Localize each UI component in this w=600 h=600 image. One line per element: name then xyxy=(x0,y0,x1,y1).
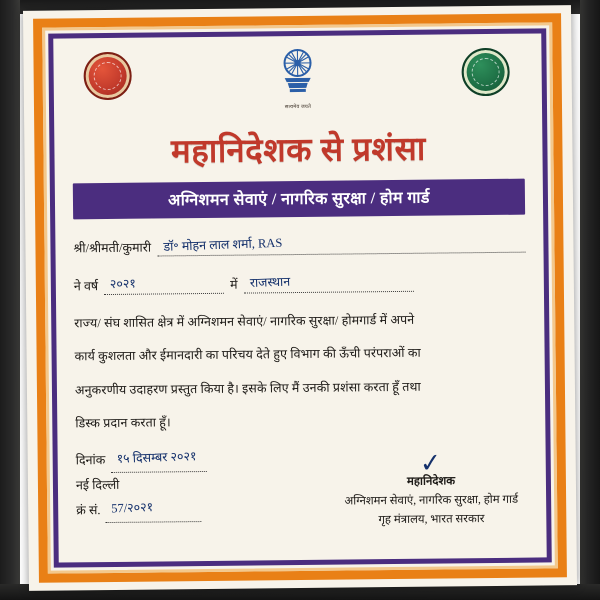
home-guard-seal-icon xyxy=(461,48,510,98)
serial-label: क्रं सं. xyxy=(76,503,101,518)
footer-right-block xyxy=(344,444,529,531)
citation-paragraph-1: राज्य/ संघ शासित क्षेत्र में अग्निशमन सेवाएं/ नागरिक सुरक्षा/ होमगार्ड में अपने xyxy=(74,312,415,331)
backdrop-left-edge xyxy=(0,0,20,600)
seal-red-shape xyxy=(83,52,132,101)
seal-inner-ring xyxy=(94,62,122,90)
in-label: में xyxy=(230,278,238,293)
signatory-department: अग्निशमन सेवाएं, नागरिक सुरक्षा, होम गार्ड xyxy=(344,493,519,508)
emblem-row xyxy=(71,44,524,127)
recipient-name-line xyxy=(73,235,525,258)
signature-area xyxy=(344,444,518,479)
recipient-name-handwriting: डॉ॰ मोहन लाल शर्मा, RAS xyxy=(162,236,283,255)
fire-services-seal-caption xyxy=(84,102,132,103)
citation-paragraph-3: अनुकरणीय उदाहरण प्रस्तुत किया है। इसके लिए मैं उनकी प्रशंसा करता हूँ तथा xyxy=(74,379,421,397)
date-row xyxy=(76,447,207,473)
signatory-designation: महानिदेशक xyxy=(406,475,456,488)
date-blank xyxy=(110,449,206,473)
date-handwriting: १५ दिसम्बर २०२१ xyxy=(116,449,197,466)
ashoka-pillar-shape xyxy=(280,46,315,102)
certificate-content xyxy=(57,38,542,559)
serial-row xyxy=(76,497,207,523)
seal-inner-ring-green xyxy=(471,58,499,86)
serial-handwriting: 57/२०२१ xyxy=(111,500,154,516)
certificate-footer xyxy=(76,444,529,534)
year-blank xyxy=(104,276,224,295)
city-row xyxy=(76,472,207,498)
citation-paragraph-4: डिस्क प्रदान करता हूँ। xyxy=(75,415,171,431)
place-blank xyxy=(243,274,413,294)
national-emblem-motto: सत्यमेव जयते xyxy=(284,103,312,111)
backdrop-right-edge xyxy=(580,0,600,600)
signature-mark: ✓ xyxy=(418,447,443,479)
home-guard-seal-caption xyxy=(462,98,510,99)
citation-paragraph-2: कार्य कुशलता और ईमानदारी का परिचय देते हुए विभाग की ऊँची परंपराओं का xyxy=(74,345,421,364)
recipient-label: श्री/श्रीमती/कुमारी xyxy=(73,240,152,256)
certificate-title: महानिदेशक से प्रशंसा xyxy=(170,131,427,171)
national-emblem-icon xyxy=(280,46,315,110)
certificate-sheet xyxy=(23,5,577,591)
certificate-body xyxy=(73,235,527,432)
place-handwriting: राजस्थान xyxy=(249,274,291,291)
seal-green-shape xyxy=(461,48,510,97)
year-place-line xyxy=(74,273,526,296)
year-handwriting: २०२१ xyxy=(109,276,137,292)
certificate-subtitle-band: अग्निशमन सेवाएं / नागरिक सुरक्षा / होम गार्ड xyxy=(73,179,525,220)
footer-left-block xyxy=(76,447,207,523)
date-label: दिनांक xyxy=(75,453,106,468)
serial-blank xyxy=(105,500,201,523)
fire-services-seal-icon xyxy=(83,52,132,102)
year-label: ने वर्ष xyxy=(73,279,99,294)
city-label: नई दिल्ली xyxy=(75,477,120,493)
signatory-ministry: गृह मंत्रालय, भारत सरकार xyxy=(378,513,485,527)
recipient-name-blank xyxy=(157,235,526,257)
